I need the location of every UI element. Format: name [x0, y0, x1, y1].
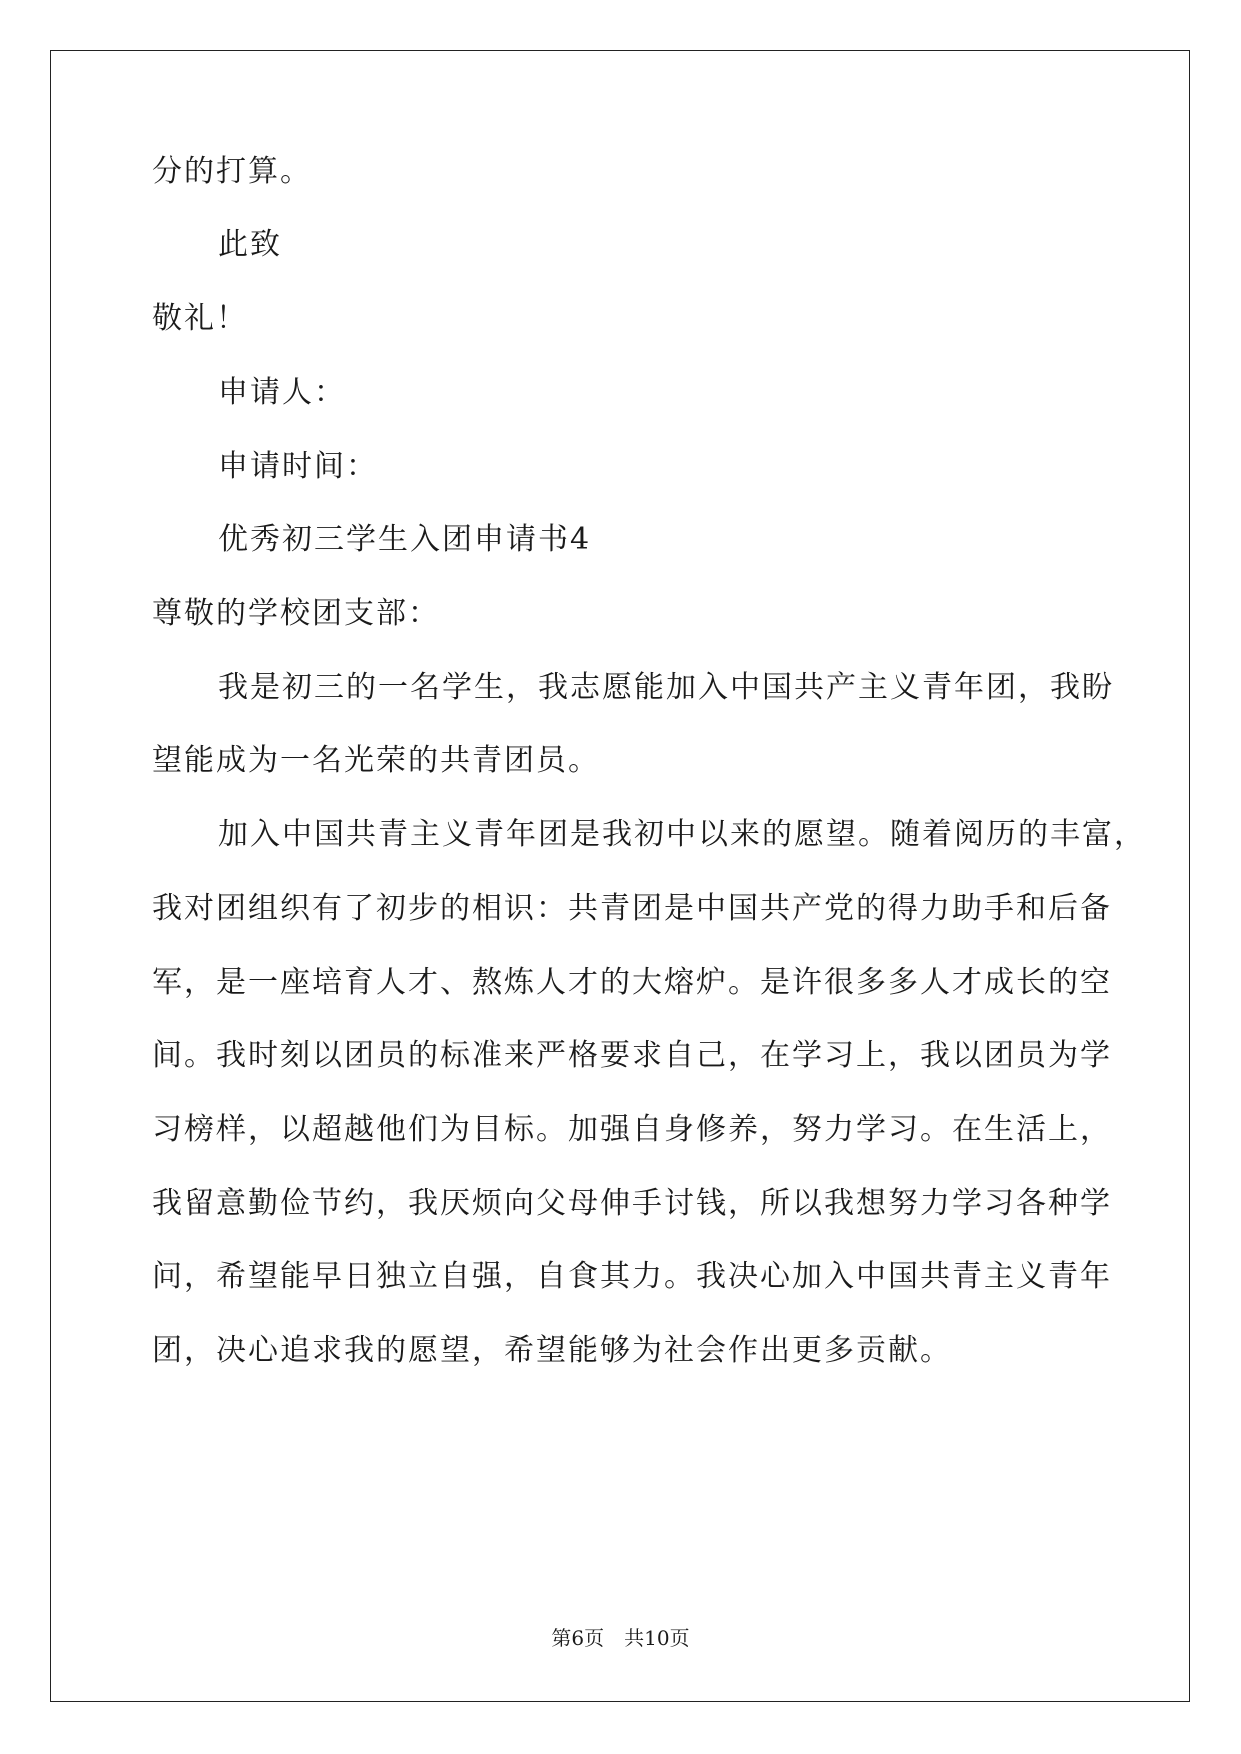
page-number: 第6页	[551, 1626, 605, 1650]
paragraph-line: 军，是一座培育人才、熬炼人才的大熔炉。是许很多多人才成长的空	[152, 965, 1112, 1000]
closing-phrase: 此致	[218, 227, 282, 262]
greeting: 尊敬的学校团支部：	[152, 596, 440, 631]
paragraph-line: 问，希望能早日独立自强，自食其力。我决心加入中国共青主义青年	[152, 1259, 1112, 1294]
paragraph-line: 加入中国共青主义青年团是我初中以来的愿望。随着阅历的丰富，	[218, 817, 1146, 852]
application-date-label: 申请时间：	[218, 449, 378, 484]
paragraph-line: 我留意勤俭节约，我厌烦向父母伸手讨钱，所以我想努力学习各种学	[152, 1186, 1112, 1221]
paragraph-line: 望能成为一名光荣的共青团员。	[152, 743, 600, 778]
total-pages: 共10页	[624, 1626, 690, 1650]
page-footer	[0, 1626, 1241, 1650]
paragraph-line: 我对团组织有了初步的相识：共青团是中国共产党的得力助手和后备	[152, 891, 1112, 926]
applicant-label: 申请人：	[218, 375, 346, 410]
paragraph-line: 间。我时刻以团员的标准来严格要求自己，在学习上，我以团员为学	[152, 1038, 1112, 1073]
salutation: 敬礼！	[152, 301, 248, 336]
page-border	[50, 50, 1190, 1702]
paragraph-line: 习榜样，以超越他们为目标。加强自身修养，努力学习。在生活上，	[152, 1112, 1112, 1147]
paragraph-line: 团，决心追求我的愿望，希望能够为社会作出更多贡献。	[152, 1333, 952, 1368]
section-title: 优秀初三学生入团申请书4	[218, 522, 592, 557]
paragraph-line: 我是初三的一名学生，我志愿能加入中国共产主义青年团，我盼	[218, 670, 1114, 705]
text-line: 分的打算。	[152, 154, 312, 189]
